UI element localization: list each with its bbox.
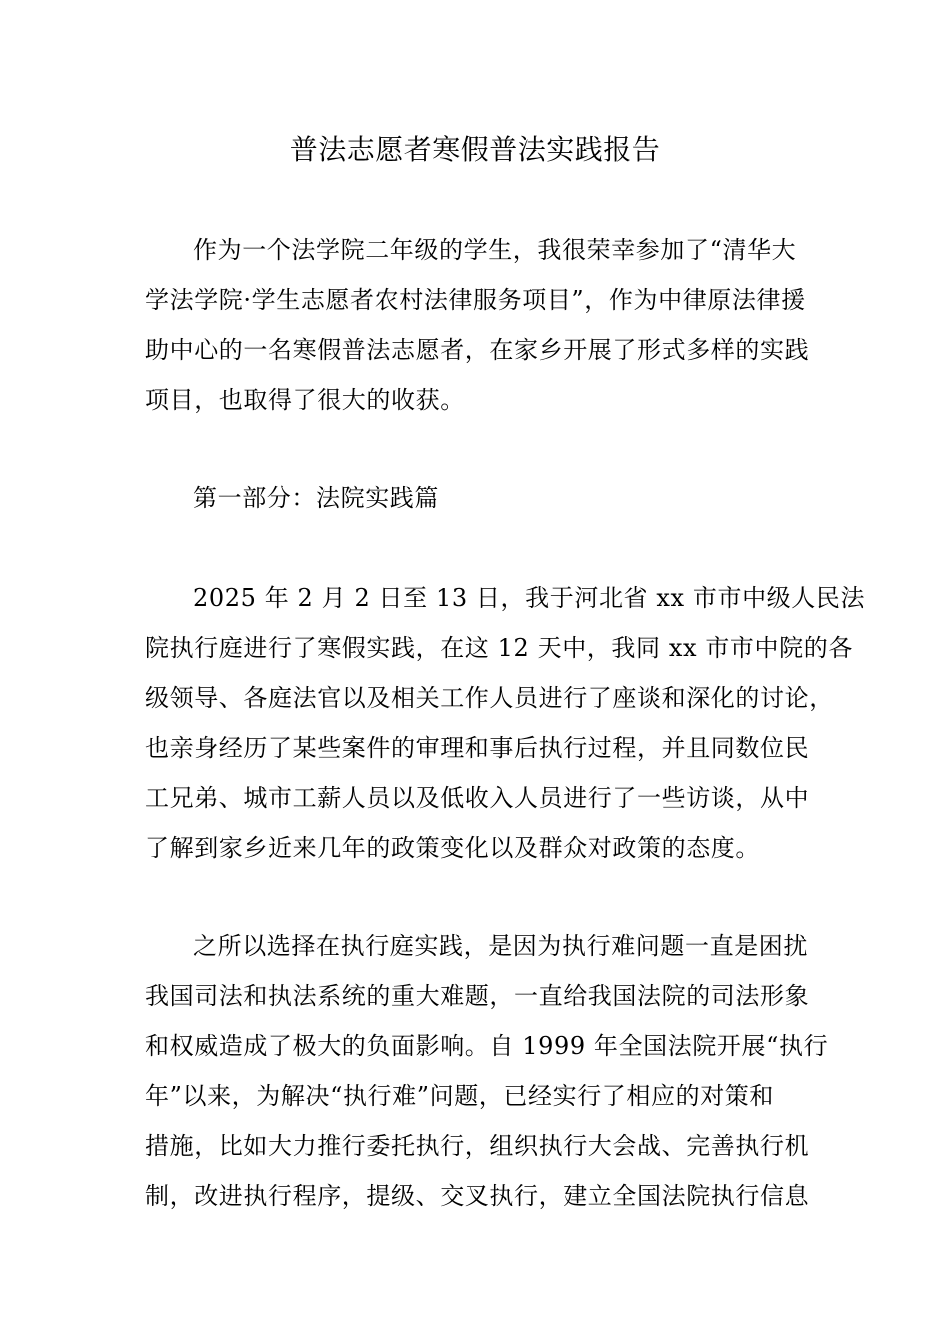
paragraph-1-line-4: 项目，也取得了很大的收获。	[145, 386, 465, 414]
paragraph-3-line-3: 和权威造成了极大的负面影响。自 1999 年全国法院开展“执行	[145, 1032, 829, 1060]
paragraph-3-line-1: 之所以选择在执行庭实践，是因为执行难问题一直是困扰	[193, 932, 808, 960]
paragraph-3-line-2: 我国司法和执法系统的重大难题，一直给我国法院的司法形象	[145, 982, 810, 1010]
document-title: 普法志愿者寒假普法实践报告	[289, 133, 661, 166]
paragraph-3-line-4: 年”以来，为解决“执行难”问题，已经实行了相应的对策和	[145, 1082, 775, 1110]
paragraph-1-line-1: 作为一个法学院二年级的学生，我很荣幸参加了“清华大	[193, 236, 797, 264]
paragraph-2-line-2: 院执行庭进行了寒假实践，在这 12 天中，我同 xx 市市中院的各	[145, 634, 853, 662]
paragraph-2-line-6: 了解到家乡近来几年的政策变化以及群众对政策的态度。	[145, 834, 760, 862]
section-heading: 第一部分：法院实践篇	[193, 484, 439, 512]
paragraph-3-line-6: 制，改进执行程序，提级、交叉执行，建立全国法院执行信息	[145, 1182, 810, 1210]
paragraph-1-line-3: 助中心的一名寒假普法志愿者，在家乡开展了形式多样的实践	[145, 336, 810, 364]
paragraph-2-line-5: 工兄弟、城市工薪人员以及低收入人员进行了一些访谈，从中	[145, 784, 810, 812]
paragraph-2-line-4: 也亲身经历了某些案件的审理和事后执行过程，并且同数位民	[145, 734, 810, 762]
paragraph-1-line-2: 学法学院·学生志愿者农村法律服务项目”，作为中律原法律援	[145, 286, 806, 314]
paragraph-3-line-5: 措施，比如大力推行委托执行，组织执行大会战、完善执行机	[145, 1132, 810, 1160]
paragraph-2-line-1: 2025 年 2 月 2 日至 13 日，我于河北省 xx 市市中级人民法	[193, 584, 866, 612]
paragraph-2-line-3: 级领导、各庭法官以及相关工作人员进行了座谈和深化的讨论，	[145, 684, 834, 712]
